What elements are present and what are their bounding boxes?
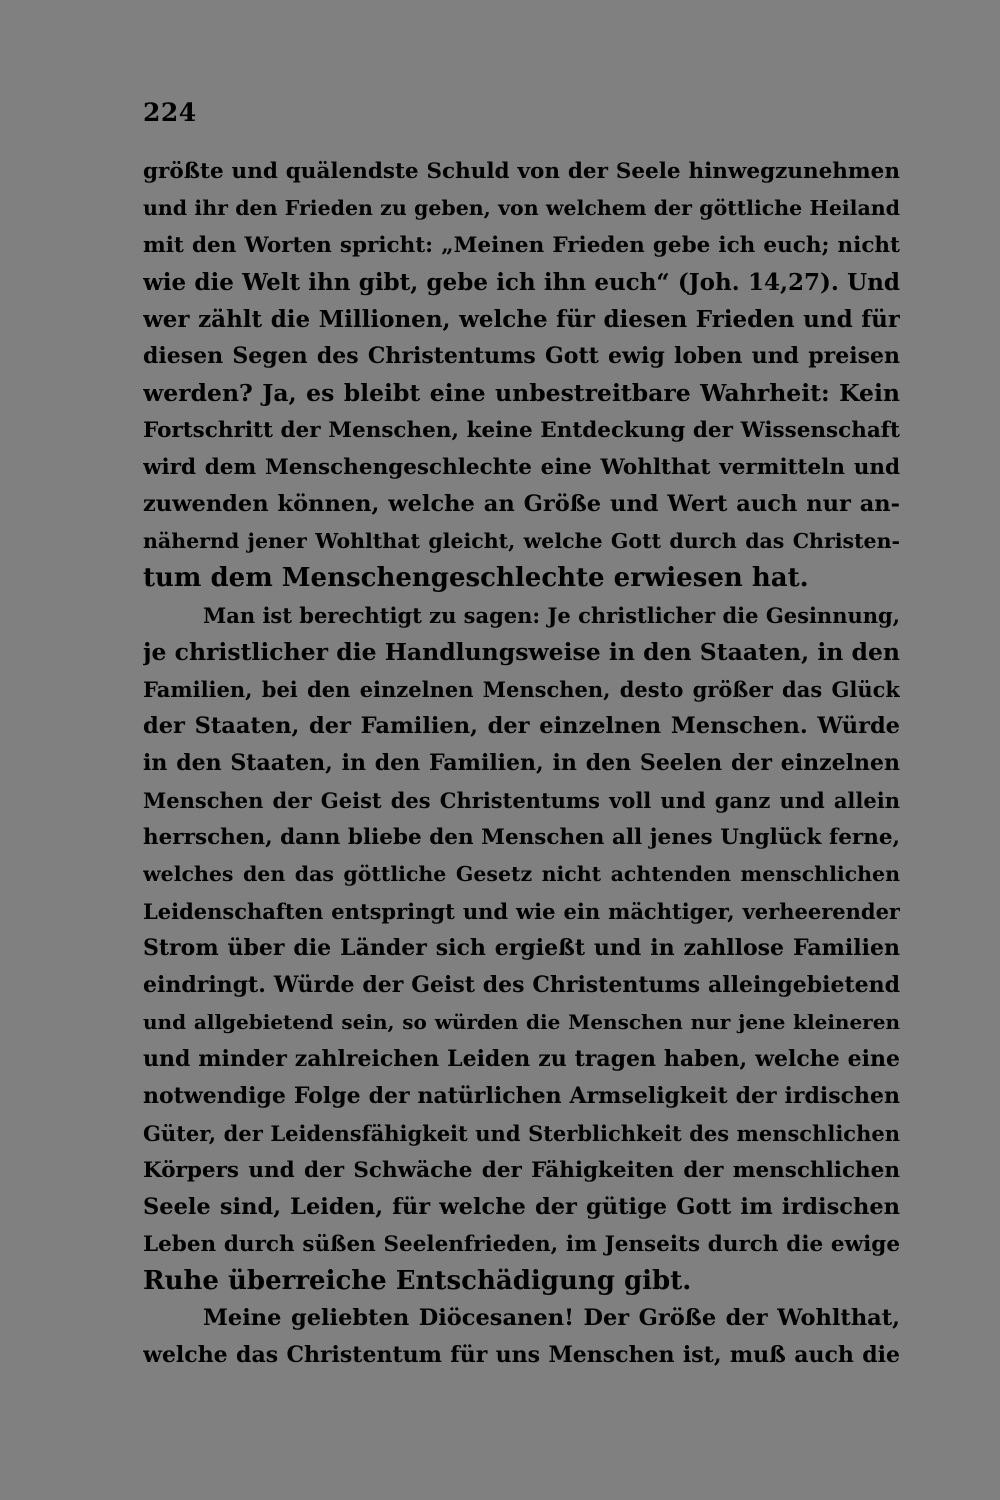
text-line: Ruhe überreiche Entschädigung gibt.	[143, 1266, 692, 1296]
text-line: Familien, bei den einzelnen Menschen, desto größer das Glück	[143, 677, 900, 702]
text-line: Leben durch süßen Seelenfrieden, im Jenseits durch die ewige	[143, 1232, 900, 1257]
text-line: welche das Christentum für uns Menschen ist, muß auch die	[143, 1342, 900, 1368]
text-line: und allgebietend sein, so würden die Menschen nur jene kleineren	[143, 1010, 900, 1034]
text-line: und ihr den Frieden zu geben, von welchem der göttliche Heiland	[143, 196, 900, 220]
text-line: zuwenden können, welche an Größe und Wert auch nur an-	[143, 491, 900, 517]
text-line: herrschen, dann bliebe den Menschen all jenes Unglück ferne,	[143, 825, 900, 850]
text-line: Meine geliebten Diöcesanen! Der Größe der Wohlthat,	[203, 1305, 900, 1331]
text-line: eindringt. Würde der Geist des Christentums alleingebietend	[143, 972, 900, 998]
text-line: tum dem Menschengeschlechte erwiesen hat.	[143, 563, 809, 593]
text-line: mit den Worten spricht: „Meinen Frieden gebe ich euch; nicht	[143, 233, 900, 258]
text-line: der Staaten, der Familien, der einzelnen Menschen. Würde	[143, 713, 900, 739]
text-line: in den Staaten, in den Familien, in den Seelen der einzelnen	[143, 750, 900, 776]
text-line: Seele sind, Leiden, für welche der gütige Gott im irdischen	[143, 1194, 900, 1220]
text-line: diesen Segen des Christentums Gott ewig loben und preisen	[143, 343, 900, 369]
text-line: Fortschritt der Menschen, keine Entdeckung der Wissenschaft	[143, 418, 900, 443]
body-text	[143, 153, 900, 1374]
text-line: Man ist berechtigt zu sagen: Je christlicher die Gesinnung,	[203, 603, 900, 628]
text-line: welches den das göttliche Gesetz nicht achtenden menschlichen	[143, 862, 900, 886]
text-line: Menschen der Geist des Christentums voll und ganz und allein	[143, 788, 900, 813]
text-line: größte und quälendste Schuld von der Seele hinwegzunehmen	[143, 159, 900, 184]
text-line: wer zählt die Millionen, welche für diesen Frieden und für	[143, 306, 900, 333]
text-line: Güter, der Leidensfähigkeit und Sterblichkeit des menschlichen	[143, 1121, 900, 1146]
text-line: und minder zahlreichen Leiden zu tragen haben, welche eine	[143, 1046, 900, 1072]
text-line: wird dem Menschengeschlechte eine Wohlthat vermitteln und	[143, 455, 900, 480]
text-line: wie die Welt ihn gibt, gebe ich ihn euch“ (Joh. 14,27). Und	[143, 269, 900, 296]
text-line: nähernd jener Wohlthat gleicht, welche Gott durch das Christen-	[143, 529, 900, 553]
page-number: 224	[143, 98, 197, 127]
text-line: werden? Ja, es bleibt eine unbestreitbare Wahrheit: Kein	[143, 379, 900, 407]
text-line: Körpers und der Schwäche der Fähigkeiten der menschlichen	[143, 1158, 900, 1183]
text-line: Strom über die Länder sich ergießt und in zahllose Familien	[143, 935, 900, 961]
text-line: je christlicher die Handlungsweise in den Staaten, in den	[143, 638, 900, 666]
text-line: Leidenschaften entspringt und wie ein mächtiger, verheerender	[143, 899, 900, 924]
text-line: notwendige Folge der natürlichen Armseligkeit der irdischen	[143, 1083, 900, 1109]
